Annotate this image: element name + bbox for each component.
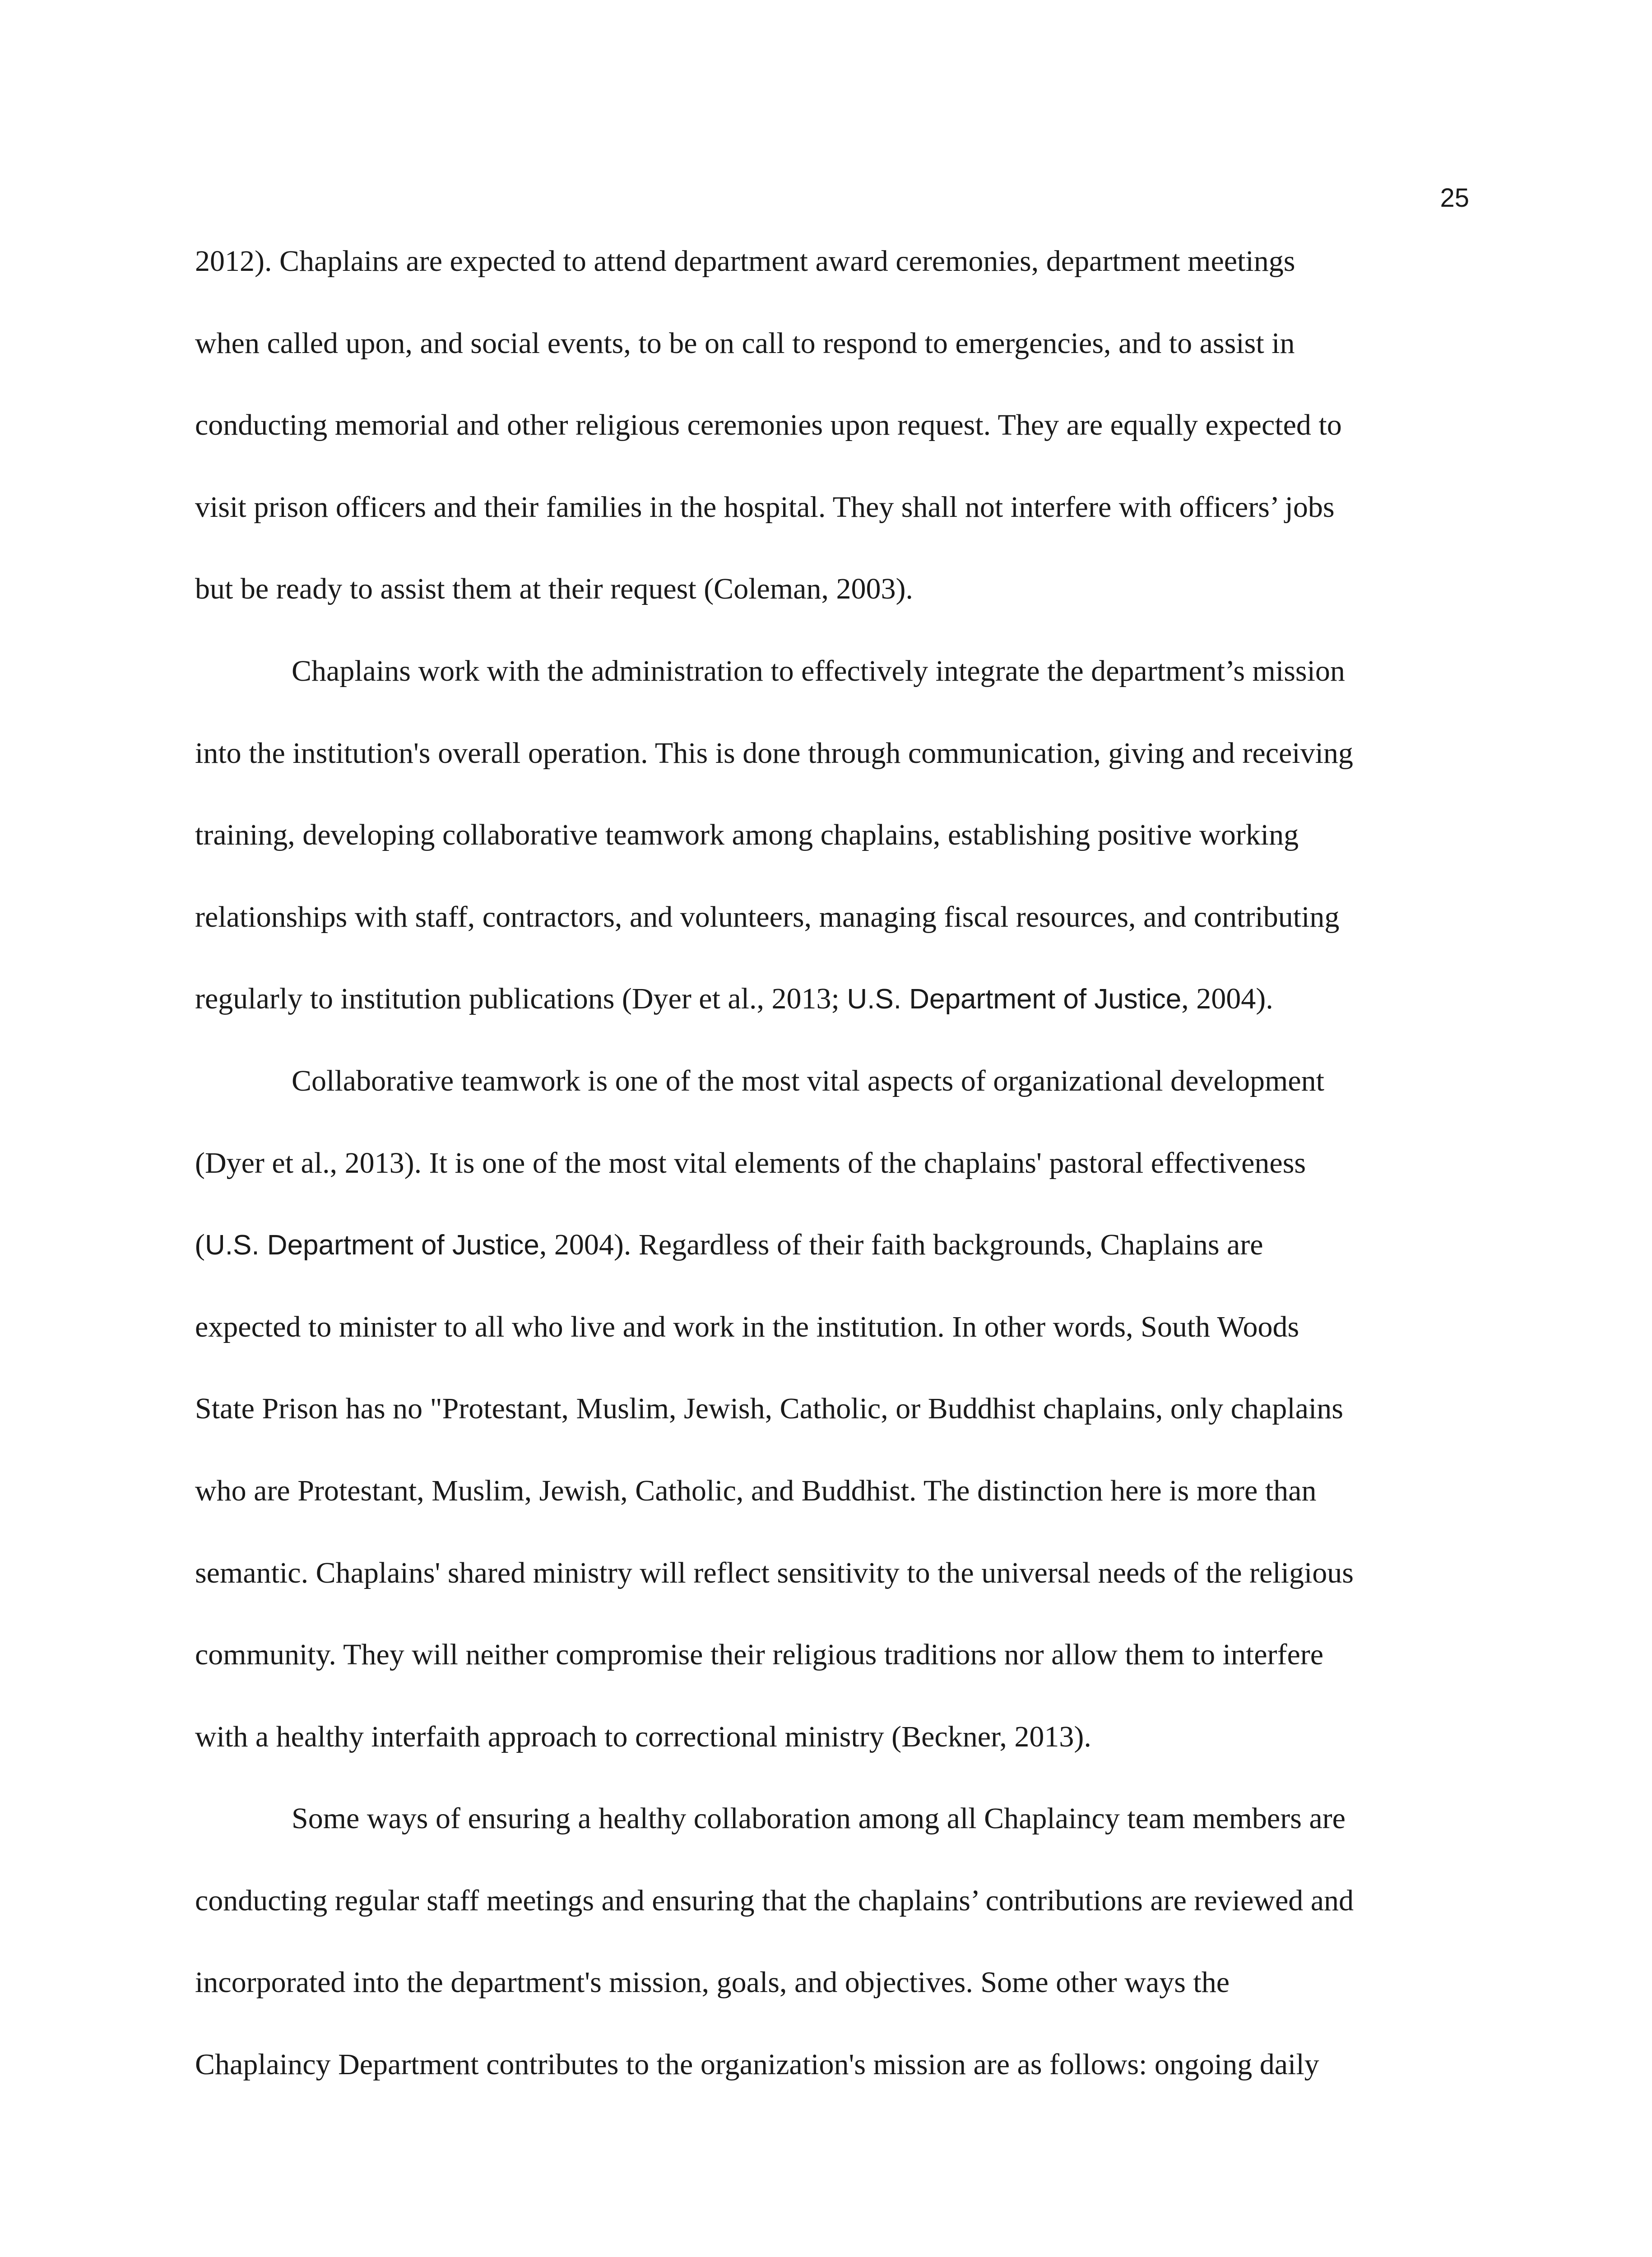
text-segment: , 2004). [1181, 982, 1273, 1016]
text-segment: incorporated into the department's mission, goals, and objectives. Some other ways the [195, 1966, 1230, 1999]
text-segment: Chaplains work with the administration to effectively integrate the department’s mission [292, 654, 1345, 687]
text-segment: regularly to institution publications (Dyer et al., 2013; [195, 982, 847, 1016]
text-line [195, 794, 1470, 876]
text-line [195, 302, 1470, 385]
text-line [195, 1368, 1470, 1450]
text-segment: when called upon, and social events, to be on call to respond to emergencies, and to assist in [195, 326, 1295, 360]
text-segment: , 2004). Regardless of their faith backgrounds, Chaplains are [539, 1228, 1263, 1262]
page-number: 25 [1440, 183, 1469, 213]
text-segment: ( [195, 1228, 205, 1262]
body-text [195, 220, 1470, 2106]
text-segment: State Prison has no "Protestant, Muslim, Jewish, Catholic, or Buddhist chaplains, only chaplains [195, 1392, 1343, 1426]
paragraph-first-line [195, 1778, 1470, 1860]
text-segment: semantic. Chaplains' shared ministry will reflect sensitivity to the universal needs of the religious [195, 1556, 1354, 1589]
text-segment: with a healthy interfaith approach to correctional ministry (Beckner, 2013). [195, 1720, 1091, 1753]
text-line [195, 1532, 1470, 1614]
text-segment: Collaborative teamwork is one of the most vital aspects of organizational development [292, 1064, 1324, 1097]
text-segment: relationships with staff, contractors, and volunteers, managing fiscal resources, and contributing [195, 900, 1340, 933]
text-line [195, 712, 1470, 794]
text-line [195, 1450, 1470, 1532]
text-line [195, 466, 1470, 548]
text-segment: who are Protestant, Muslim, Jewish, Catholic, and Buddhist. The distinction here is more than [195, 1474, 1317, 1507]
paragraph-first-line [195, 1040, 1470, 1122]
text-segment: but be ready to assist them at their request (Coleman, 2003). [195, 572, 913, 606]
text-segment: (Dyer et al., 2013). It is one of the most vital elements of the chaplains' pastoral effectiveness [195, 1146, 1306, 1180]
text-segment: community. They will neither compromise their religious traditions nor allow them to interfere [195, 1638, 1324, 1672]
text-line [195, 958, 1470, 1040]
text-line [195, 1204, 1470, 1286]
text-line [195, 2024, 1470, 2106]
text-line [195, 1286, 1470, 1368]
text-line [195, 1941, 1470, 2024]
text-line [195, 1696, 1470, 1778]
text-line [195, 548, 1470, 630]
text-segment: training, developing collaborative teamwork among chaplains, establishing positive working [195, 818, 1299, 852]
text-line [195, 1860, 1470, 1942]
text-segment: visit prison officers and their families in the hospital. They shall not interfere with officers’ jobs [195, 490, 1335, 524]
text-line [195, 876, 1470, 958]
text-line [195, 1122, 1470, 1204]
citation-author: U.S. Department of Justice [204, 1230, 539, 1261]
text-line [195, 1614, 1470, 1696]
text-segment: Some ways of ensuring a healthy collaboration among all Chaplaincy team members are [292, 1802, 1346, 1835]
text-segment: 2012). Chaplains are expected to attend department award ceremonies, department meetings [195, 245, 1295, 278]
text-line [195, 220, 1470, 302]
text-segment: into the institution's overall operation. This is done through communication, giving and receiving [195, 736, 1353, 770]
text-segment: conducting regular staff meetings and ensuring that the chaplains’ contributions are reviewed and [195, 1884, 1354, 1917]
text-segment: conducting memorial and other religious ceremonies upon request. They are equally expected to [195, 409, 1342, 442]
text-segment: expected to minister to all who live and work in the institution. In other words, South Woods [195, 1310, 1299, 1343]
text-line [195, 384, 1470, 466]
paragraph-first-line [195, 630, 1470, 712]
citation-author: U.S. Department of Justice [847, 984, 1182, 1015]
text-segment: Chaplaincy Department contributes to the organization's mission are as follows: ongoing daily [195, 2048, 1319, 2081]
